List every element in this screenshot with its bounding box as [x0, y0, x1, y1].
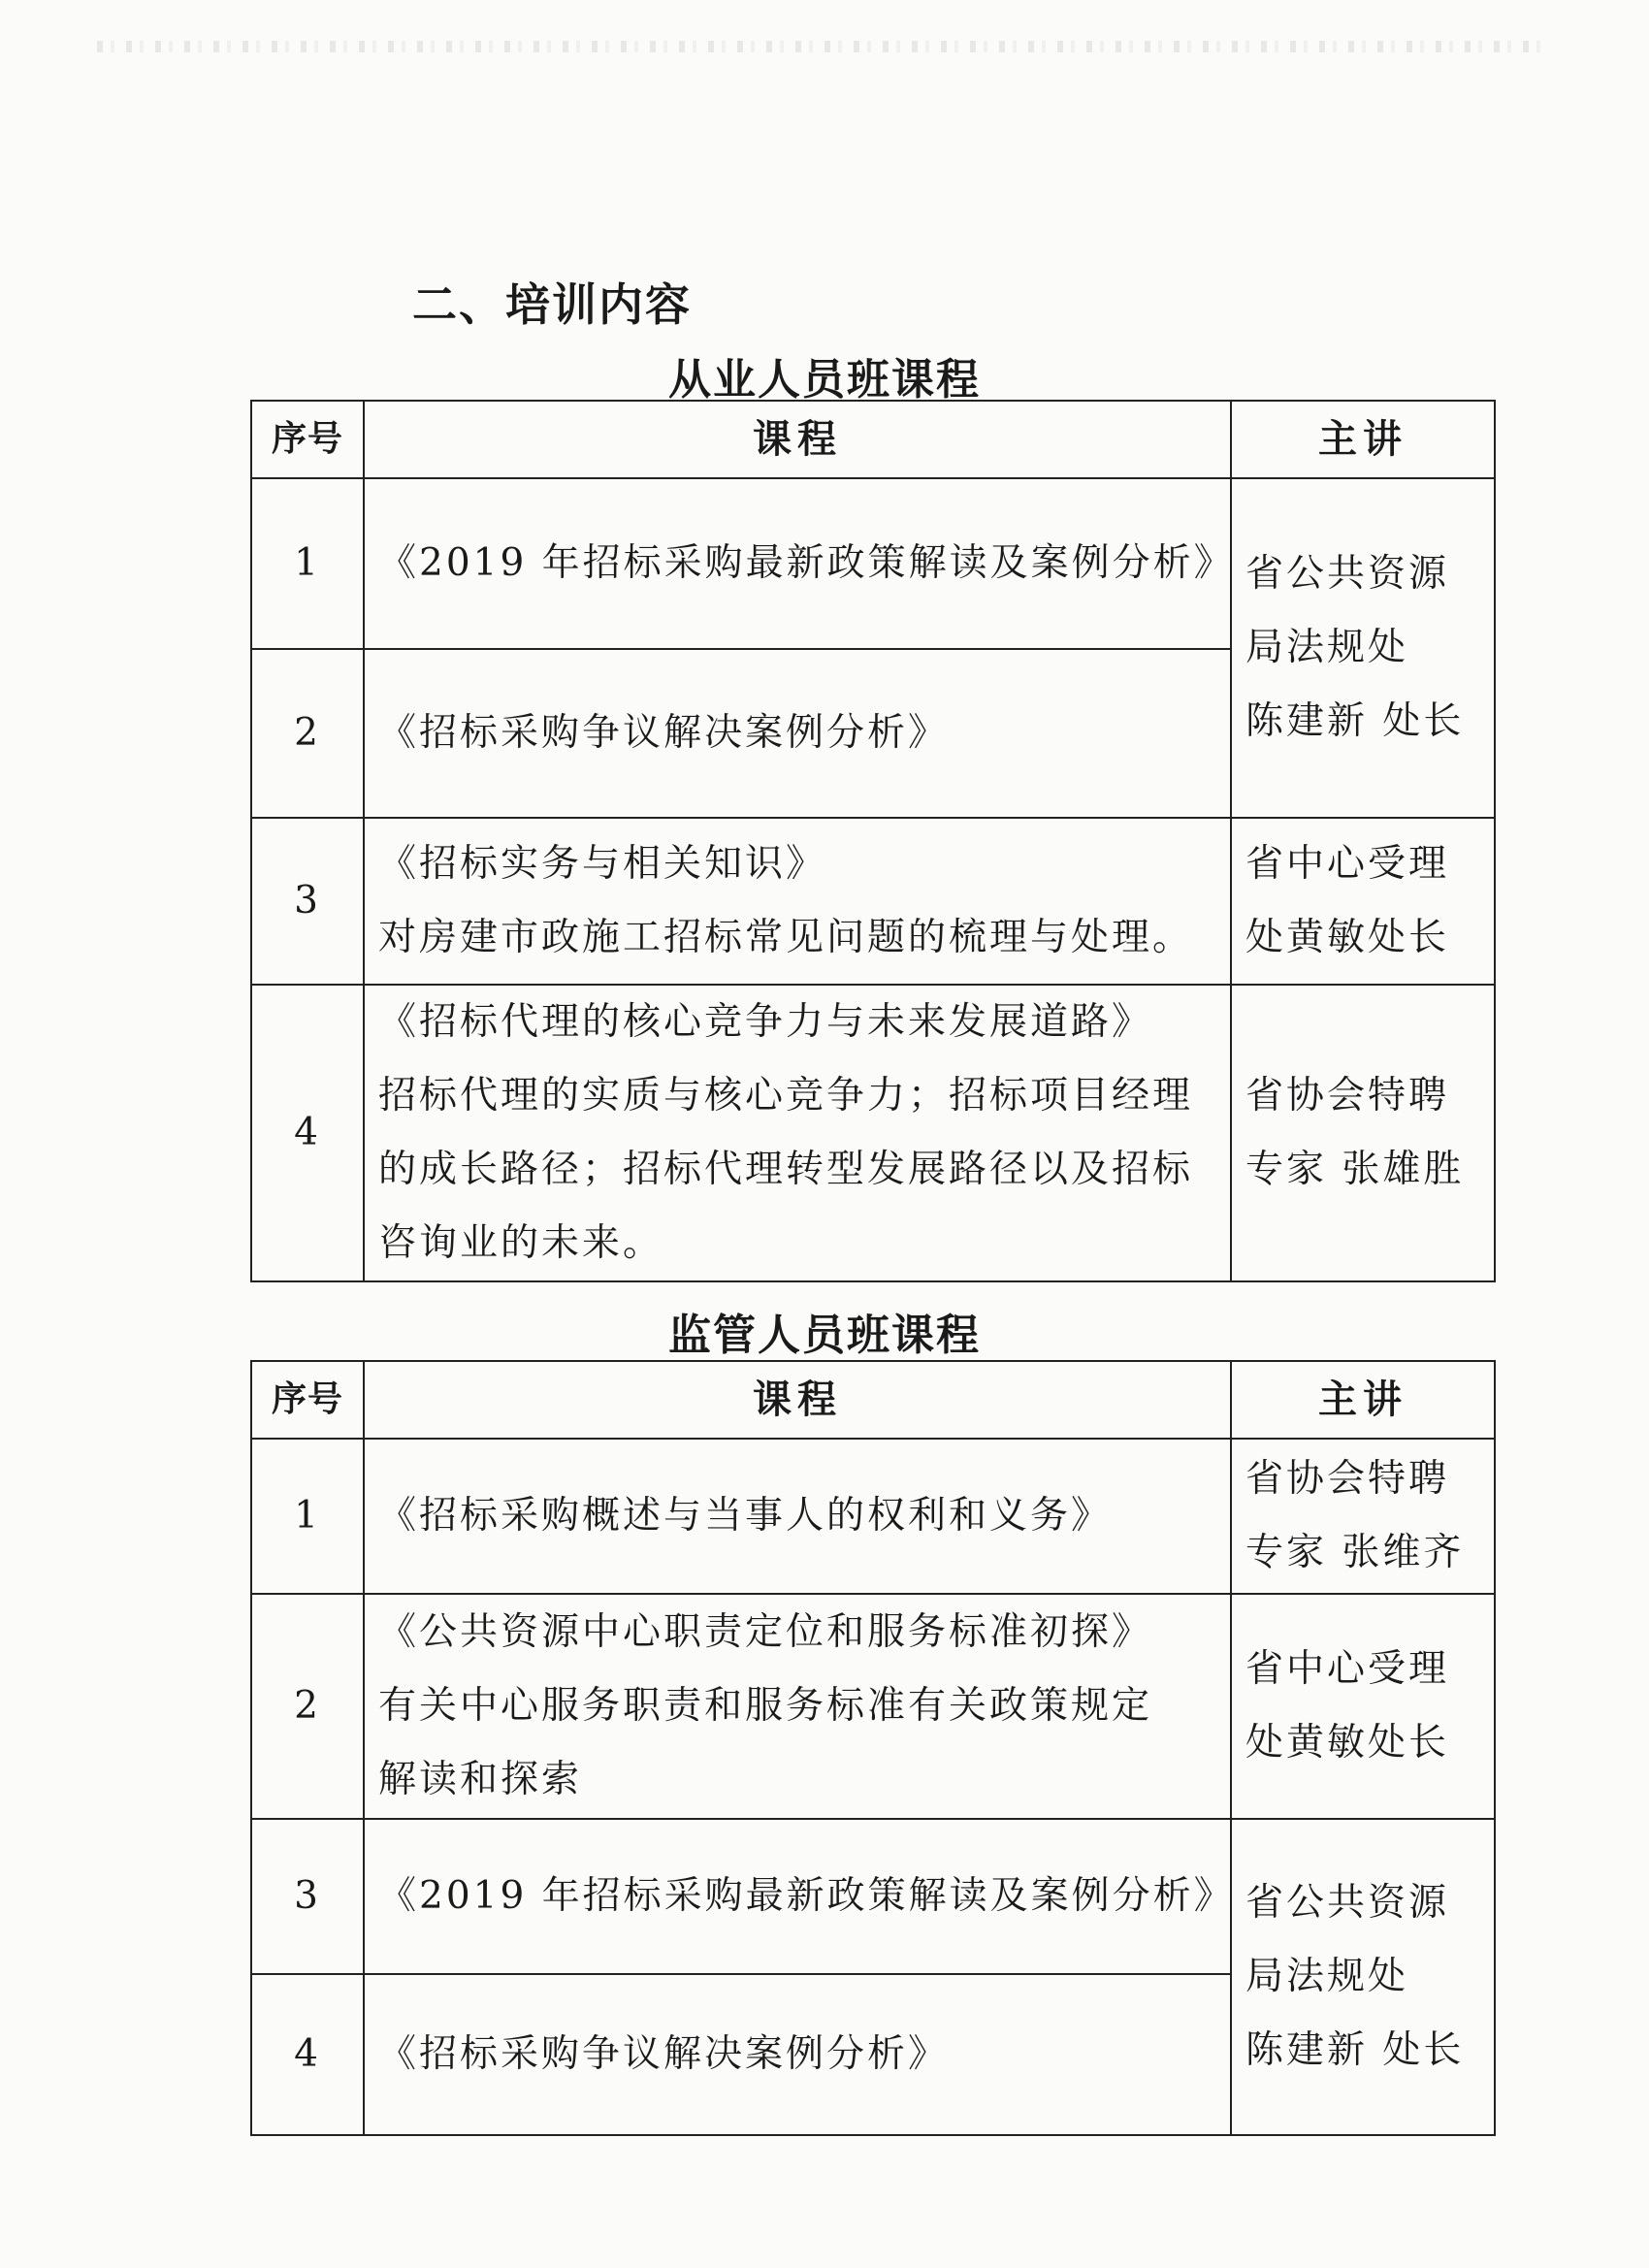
header-lecturer: 主讲	[1231, 1361, 1495, 1439]
course-line: 《招标实务与相关知识》	[378, 842, 827, 886]
course-line: 有关中心服务职责和服务标准有关政策规定	[378, 1684, 1153, 1728]
lecturer-line: 陈建新 处长	[1245, 699, 1465, 743]
course-line: 解读和探索	[378, 1758, 583, 1801]
course-cell	[364, 1974, 1231, 2135]
supervisors-course-table	[250, 1360, 1496, 2136]
course-line: 《公共资源中心职责定位和服务标准初探》	[378, 1610, 1153, 1654]
row-seq: 1	[251, 1439, 364, 1594]
row-seq: 2	[251, 649, 364, 818]
row-seq: 3	[251, 1819, 364, 1974]
lecturer-cell	[1231, 1594, 1495, 1819]
course-line: 《招标采购争议解决案例分析》	[378, 2032, 950, 2076]
practitioners-course-table	[250, 400, 1496, 1282]
lecturer-line: 专家 张维齐	[1245, 1531, 1465, 1574]
table-header-row	[251, 1361, 1495, 1439]
table-header-row	[251, 401, 1495, 478]
table-caption-supervisors: 监管人员班课程	[668, 1311, 981, 1360]
header-course: 课程	[364, 1361, 1231, 1439]
lecturer-line: 省协会特聘	[1245, 1457, 1450, 1501]
course-line: 《招标采购概述与当事人的权利和义务》	[378, 1494, 1113, 1538]
header-lecturer: 主讲	[1231, 401, 1495, 478]
course-cell	[364, 1819, 1235, 1974]
lecturer-line: 省公共资源	[1245, 552, 1450, 596]
course-cell	[364, 818, 1231, 985]
table-row	[251, 818, 1495, 985]
row-seq: 1	[251, 478, 364, 649]
table-row	[251, 1819, 1495, 1974]
lecturer-line: 处黄敏处长	[1245, 916, 1450, 959]
table-row	[251, 1594, 1495, 1819]
scan-artifact-strip	[97, 41, 1552, 52]
course-line: 《招标代理的核心竞争力与未来发展道路》	[378, 1000, 1153, 1044]
course-line: 招标代理的实质与核心竞争力；招标项目经理	[378, 1074, 1194, 1118]
course-line: 咨询业的未来。	[378, 1221, 664, 1265]
table-row	[251, 1439, 1495, 1594]
course-cell	[364, 985, 1231, 1281]
lecturer-cell	[1231, 985, 1495, 1281]
table-row	[251, 478, 1495, 649]
lecturer-line: 专家 张雄胜	[1245, 1148, 1465, 1191]
lecturer-line: 局法规处	[1245, 626, 1409, 669]
course-line: 《招标采购争议解决案例分析》	[378, 711, 950, 755]
table-caption-practitioners: 从业人员班课程	[668, 355, 981, 405]
course-line: 《2019 年招标采购最新政策解读及案例分析》	[378, 1874, 1235, 1918]
lecturer-line: 省中心受理	[1245, 842, 1450, 886]
lecturer-cell	[1231, 1819, 1495, 2135]
lecturer-line: 省中心受理	[1245, 1647, 1450, 1691]
course-cell	[364, 649, 1231, 818]
lecturer-line: 局法规处	[1245, 1955, 1409, 1998]
course-cell	[364, 1594, 1231, 1819]
table-row	[251, 985, 1495, 1281]
course-cell	[364, 1439, 1231, 1594]
lecturer-cell	[1231, 818, 1495, 985]
course-line: 《2019 年招标采购最新政策解读及案例分析》	[378, 541, 1235, 585]
row-seq: 3	[251, 818, 364, 985]
lecturer-cell	[1231, 1439, 1495, 1594]
course-line: 对房建市政施工招标常见问题的梳理与处理。	[378, 916, 1194, 959]
lecturer-line: 省协会特聘	[1245, 1074, 1450, 1118]
row-seq: 4	[251, 985, 364, 1281]
header-seq: 序号	[251, 1361, 364, 1439]
row-seq: 4	[251, 1974, 364, 2135]
header-course: 课程	[364, 401, 1231, 478]
lecturer-line: 处黄敏处长	[1245, 1721, 1450, 1765]
lecturer-cell	[1231, 478, 1495, 818]
header-seq: 序号	[251, 401, 364, 478]
section-heading: 二、培训内容	[412, 278, 692, 331]
lecturer-line: 陈建新 处长	[1245, 2028, 1465, 2072]
row-seq: 2	[251, 1594, 364, 1819]
course-line: 的成长路径；招标代理转型发展路径以及招标	[378, 1148, 1194, 1191]
lecturer-line: 省公共资源	[1245, 1881, 1450, 1925]
course-cell	[364, 478, 1235, 649]
